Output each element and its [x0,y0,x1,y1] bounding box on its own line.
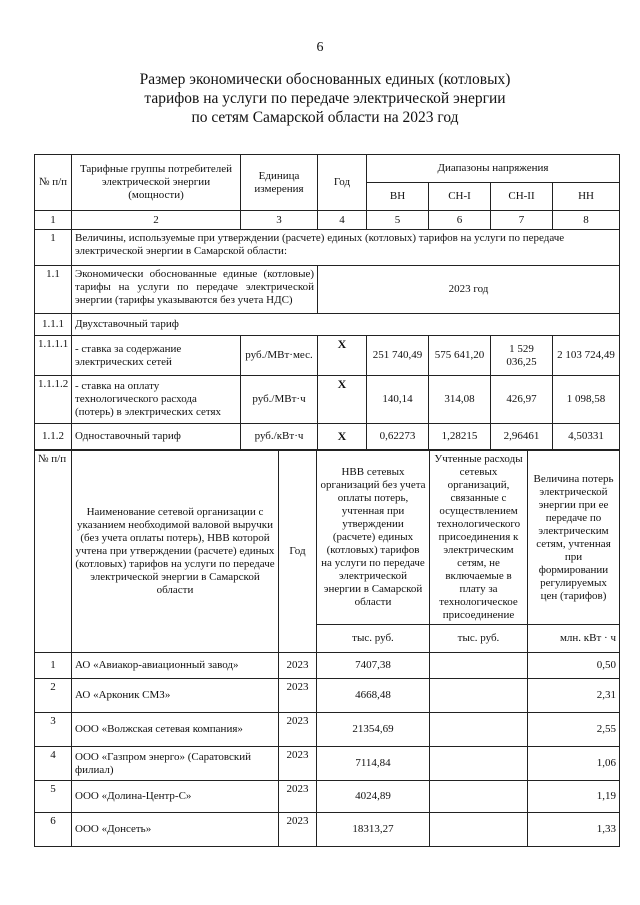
header-year: Год [279,451,317,653]
header-org: Наименование сетевой организации с указанием необходимой валовой выручки (без учета оплаты потерь), НВВ которой учтена при утверждении (расчете) единых (котловых) тарифов на услуги по передаче электрической энергии в Самарской области [72,451,279,653]
col-number: 5 [367,211,429,230]
table-row [35,747,620,781]
row-nvv: 7114,84 [317,747,430,781]
page-number: 6 [316,40,324,55]
row-nvv: 4668,48 [317,679,430,713]
col-number: 1 [35,211,72,230]
header-unit-expenses: тыс. руб. [430,625,528,653]
row-year: 2023 [279,653,317,679]
row-num: 6 [35,813,72,847]
row-num: 4 [35,747,72,781]
row-year: Х [318,424,367,450]
row-vn: 0,62273 [367,424,429,450]
row-org: АО «Авиакор-авиационный завод» [72,653,279,679]
header-year: Год [318,155,367,211]
row-num: 3 [35,713,72,747]
header-expenses: Учтенные расходы сетевых организаций, связанные с осуществлением технологического присоединения к электрическим сетям, не включаемые в плату за технологическое присоединение [430,451,528,625]
row-num: 1.1 [35,266,72,314]
row-nvv: 18313,27 [317,813,430,847]
row-vn: 140,14 [367,376,429,424]
row-year: 2023 [279,813,317,847]
title-line-2: тарифов на услуги по передаче электрической энергии [144,90,506,107]
table-row [35,679,620,713]
col-number: 3 [241,211,318,230]
table-row [35,781,620,813]
row-org: ООО «Газпром энерго» (Саратовский филиал) [72,747,279,781]
row-num: 1.1.1.2 [35,376,72,424]
row-year: Х [318,376,367,424]
header-row [35,155,620,183]
table-row [35,424,620,450]
row-losses: 1,33 [528,813,620,847]
row-num: 1 [35,230,72,266]
row-num: 2 [35,679,72,713]
row-year: 2023 [279,781,317,813]
header-nn: НН [553,183,620,211]
row-year: 2023 [279,713,317,747]
tariff-table [34,154,620,450]
row-nn: 4,50331 [553,424,620,450]
document-title [60,70,590,127]
row-sn1: 575 641,20 [429,336,491,376]
header-unit-losses: млн. кВт · ч [528,625,620,653]
row-expenses [430,653,528,679]
row-sn2: 426,97 [491,376,553,424]
header-sn1: СН-I [429,183,491,211]
title-line-1: Размер экономически обоснованных единых (котловых) [139,71,511,88]
header-row [35,451,620,625]
row-nvv: 21354,69 [317,713,430,747]
row-nvv: 7407,38 [317,653,430,679]
header-vn: ВН [367,183,429,211]
row-text: Одноставочный тариф [72,424,241,450]
table-row [35,376,620,424]
row-num: 1.1.2 [35,424,72,450]
row-num: 5 [35,781,72,813]
row-year: 2023 год [318,266,620,314]
row-expenses [430,781,528,813]
header-unit-nvv: тыс. руб. [317,625,430,653]
row-nn: 1 098,58 [553,376,620,424]
header-num: № п/п [35,155,72,211]
table-row [35,336,620,376]
row-text: Величины, используемые при утверждении (расчете) единых (котловых) тарифов на услуги по передаче электрической энергии в Самарской области: [72,230,620,266]
table-row [35,713,620,747]
table-row [35,266,620,314]
row-vn: 251 740,49 [367,336,429,376]
col-number: 8 [553,211,620,230]
header-ranges: Диапазоны напряжения [367,155,620,183]
column-number-row [35,211,620,230]
row-expenses [430,747,528,781]
row-sn2: 2,96461 [491,424,553,450]
table-row [35,653,620,679]
row-sn1: 1,28215 [429,424,491,450]
row-nn: 2 103 724,49 [553,336,620,376]
header-group: Тарифные группы потребителей электрической энергии (мощности) [72,155,241,211]
row-text: - ставка на оплату технологического расхода (потерь) в электрических сетях [72,376,241,424]
row-org: ООО «Долина-Центр-С» [72,781,279,813]
row-year: 2023 [279,747,317,781]
row-losses: 1,19 [528,781,620,813]
col-number: 7 [491,211,553,230]
row-expenses [430,713,528,747]
row-num: 1.1.1.1 [35,336,72,376]
row-org: АО «Арконик СМЗ» [72,679,279,713]
row-expenses [430,813,528,847]
row-text: Двухставочный тариф [72,314,620,336]
header-losses: Величина потерь электрической энергии при ее передаче по электрическим сетям, учтенная при формировании регулируемых цен (тарифов) [528,451,620,625]
row-text: Экономически обоснованные единые (котловые) тарифы на услуги по передаче электрической энергии (тарифы указываются без учета НДС) [72,266,318,314]
row-expenses [430,679,528,713]
row-unit: руб./МВт·ч [241,376,318,424]
table-row [35,314,620,336]
row-num: 1 [35,653,72,679]
table-row [35,230,620,266]
title-line-3: по сетям Самарской области на 2023 год [191,109,459,126]
header-sn2: СН-II [491,183,553,211]
row-losses: 1,06 [528,747,620,781]
row-nvv: 4024,89 [317,781,430,813]
row-text: - ставка за содержание электрических сетей [72,336,241,376]
header-num: № п/п [35,451,72,653]
col-number: 2 [72,211,241,230]
col-number: 6 [429,211,491,230]
row-losses: 2,55 [528,713,620,747]
header-unit: Единица измерения [241,155,318,211]
row-unit: руб./МВт·мес. [241,336,318,376]
row-org: ООО «Донсеть» [72,813,279,847]
row-losses: 2,31 [528,679,620,713]
row-year: 2023 [279,679,317,713]
header-nvv: НВВ сетевых организаций без учета оплаты потерь, учтенная при утверждении (расчете) единых (котловых) тарифов на услуги по передаче электрической энергии в Самарской области [317,451,430,625]
network-organizations-table [34,450,620,847]
row-org: ООО «Волжская сетевая компания» [72,713,279,747]
row-sn2: 1 529 036,25 [491,336,553,376]
col-number: 4 [318,211,367,230]
row-num: 1.1.1 [35,314,72,336]
row-losses: 0,50 [528,653,620,679]
table-row [35,813,620,847]
row-unit: руб./кВт·ч [241,424,318,450]
row-sn1: 314,08 [429,376,491,424]
row-year: Х [318,336,367,376]
